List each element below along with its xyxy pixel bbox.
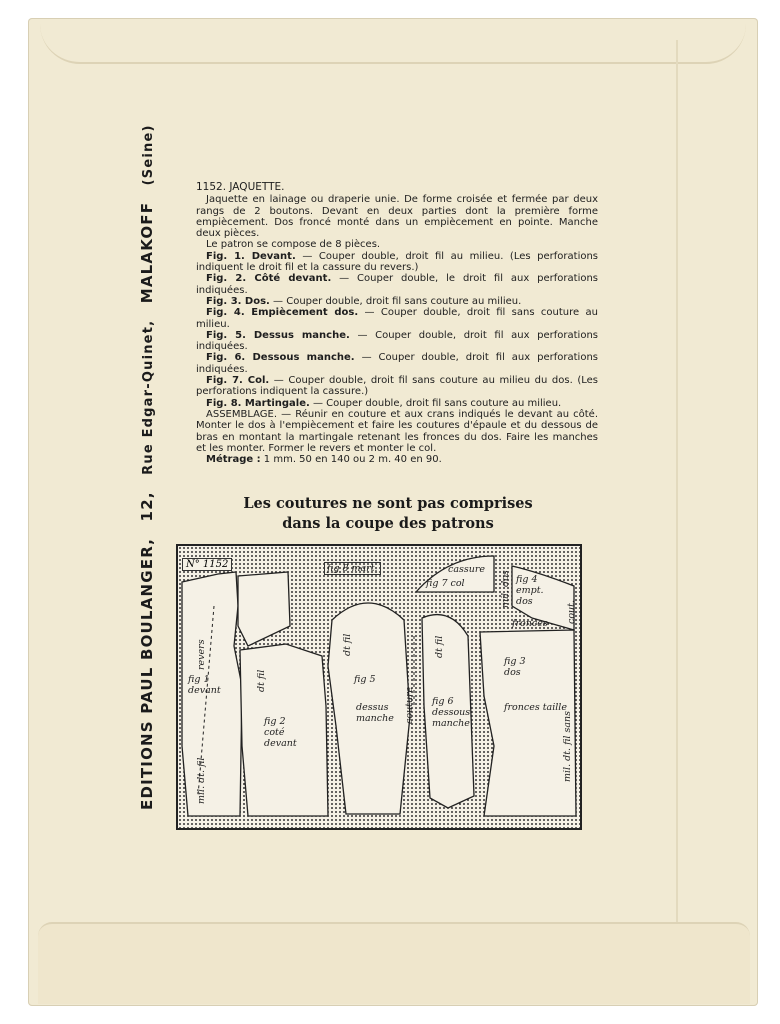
figure-label: Fig. 8. Martingale.: [206, 397, 310, 409]
instructions-text: [196, 182, 598, 465]
label-mil-dos: mil. dos: [500, 570, 511, 608]
label-dt-fil-6: dt fil: [434, 635, 445, 658]
figure-label: Fig. 2. Côté devant.: [206, 273, 332, 285]
figure-instruction: [196, 398, 598, 409]
figure-text: — Couper double, droit fil sans couture au milieu.: [269, 295, 522, 307]
seam-note-line-2: dans la coupe des patrons: [282, 515, 494, 532]
label-fronces-taille: fronces taille: [504, 702, 567, 713]
yardage-line: [196, 454, 598, 465]
label-fig1: fig 1 devant: [188, 674, 221, 696]
figure-instruction: [196, 375, 598, 398]
pattern-layout-diagram: [176, 544, 582, 830]
label-fig6: fig 6 dessous manche: [432, 696, 471, 729]
label-dessus: dessus manche: [356, 702, 394, 724]
figure-text: — Couper double, droit fil aux perforations indiquées.: [196, 352, 599, 375]
pattern-description: Jaquette en lainage ou draperie unie. De forme croisée et fermée par deux rangs de 2 boutons. Devant en deux parties dont la première forme empiècement. Dos froncé monté dans un empiècement en pointe. Manche deux pièces.: [196, 194, 598, 240]
figure-instruction: [196, 330, 598, 353]
label-fig4: fig 4 empt. dos: [516, 574, 544, 607]
piece-martingale: [238, 572, 290, 646]
figure-text: — Couper double, droit fil aux perforations indiquées.: [196, 329, 599, 353]
figure-label: Fig. 3. Dos.: [206, 295, 270, 307]
publisher-city: MALAKOFF: [138, 201, 156, 304]
assembly-text: ASSEMBLAGE. — Réunir en couture et aux crans indiqués le devant au côté. Monter le dos à l'empiècement et faire les coutures d'épaule et du dessous de bras en montant la martingale retenant les fronces du dos. Faire les manches et les monter. Former le revers et monter le col.: [196, 408, 598, 454]
label-cassure: cassure: [448, 564, 486, 575]
figure-label: Fig. 1. Devant.: [206, 250, 296, 262]
publisher-region: (Seine): [141, 124, 156, 186]
figure-instruction: [196, 251, 598, 274]
seam-allowance-note: [178, 494, 598, 534]
pattern-title: 1152. JAQUETTE.: [196, 181, 285, 193]
figure-instruction: [196, 273, 598, 296]
figure-label: Fig. 6. Dessous manche.: [206, 352, 355, 364]
label-couture: couture: [404, 686, 415, 724]
label-mil-dt-fil-3: mil. dt. fil sans: [562, 711, 573, 782]
label-mil-dt-fil-1: mil. dt. fil: [196, 757, 207, 804]
figure-text: — Couper double, droit fil sans couture au milieu du dos. (Les perforations indiquent la cassure.): [196, 375, 598, 398]
seam-note-line-1: Les coutures ne sont pas comprises: [243, 495, 533, 512]
figure-label: Fig. 5. Dessus manche.: [206, 329, 350, 341]
bottom-flap: [38, 922, 750, 1004]
label-fig2: fig 2 coté devant: [264, 716, 297, 749]
figure-instruction: [196, 307, 598, 330]
figure-text: — Couper double, le droit fil aux perforations indiquées.: [196, 273, 599, 296]
yardage-label: Métrage :: [206, 454, 261, 466]
figure-text: — Couper double, droit fil sans couture au milieu.: [309, 397, 562, 409]
figure-text: — Couper double, droit fil au milieu. (Les perforations indiquent le droit fil et la cassure du revers.): [196, 250, 599, 274]
label-fig8: fig 8 mart.: [324, 562, 381, 575]
label-fig5: fig 5: [354, 674, 376, 685]
publisher-address: [138, 110, 156, 810]
figure-text: — Couper double, droit fil sans couture au milieu.: [196, 307, 598, 330]
label-dt-fil-5: dt fil: [342, 633, 353, 656]
publisher-street: Rue Edgar-Quinet,: [141, 319, 156, 475]
top-flap-fold: [40, 22, 746, 64]
publisher-number: 12,: [138, 491, 156, 522]
pattern-number: N° 1152: [182, 558, 232, 571]
label-dt-fil-1: dt fil: [256, 669, 267, 692]
figure-list: [196, 251, 598, 409]
figure-label: Fig. 7. Col.: [206, 375, 270, 387]
side-flap-fold: [676, 40, 754, 940]
figure-instruction: [196, 352, 598, 375]
figure-instruction: [196, 296, 598, 307]
label-fig7: fig 7 col: [426, 578, 465, 589]
label-fronces-top: fronces: [512, 618, 548, 629]
pieces-intro: Le patron se compose de 8 pièces.: [206, 239, 381, 251]
label-cout: cout.: [566, 600, 577, 624]
label-fig3: fig 3 dos: [504, 656, 526, 678]
label-revers: revers: [196, 639, 207, 670]
figure-label: Fig. 4. Empiècement dos.: [206, 307, 359, 319]
publisher-name: EDITIONS PAUL BOULANGER,: [138, 537, 156, 810]
yardage-value: 1 mm. 50 en 140 ou 2 m. 40 en 90.: [260, 454, 442, 466]
